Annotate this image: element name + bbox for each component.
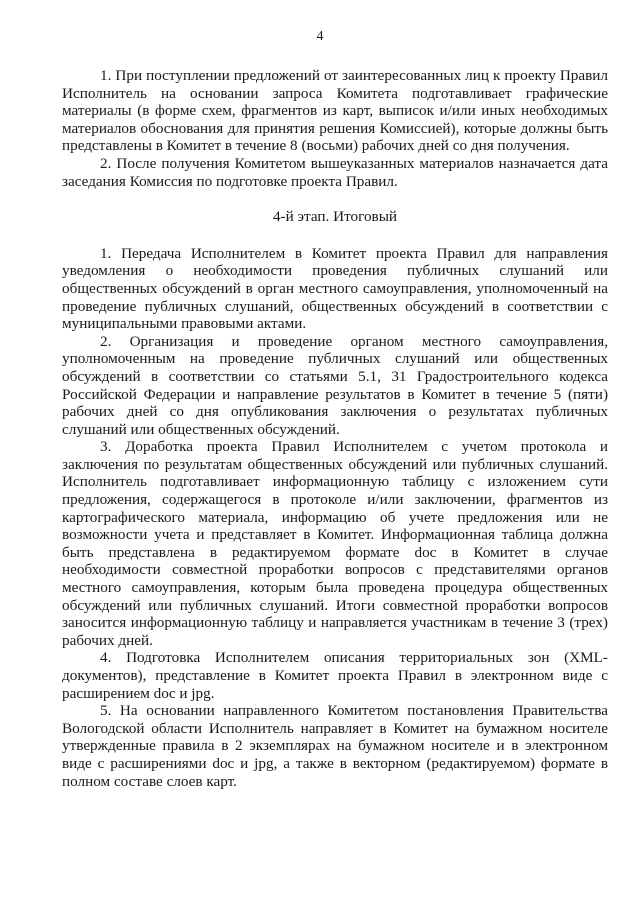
page-number: 4: [316, 29, 324, 44]
stage4-paragraph-2: 2. Организация и проведение органом местного самоуправления, уполномоченным на проведение публичных слушаний или общественных обсуждений в соответствии со статьями 5.1, 31 Градостроительного кодекса Российской Федерации и направление результатов в Комитет в течение 5 (пяти) рабочих дней со дня опубликования заключения о результатах публичных слушаний или общественных обсуждений.: [62, 332, 608, 438]
stage4-paragraph-5: 5. На основании направленного Комитетом постановления Правительства Вологодской области Исполнитель направляет в Комитет на бумажном носителе утвержденные правила в 2 экземплярах на бумажном носителе и в электронном виде с расширениями doc и jpg, а также в векторном (редактируемом) формате в полном составе слоев карт.: [62, 702, 608, 790]
document-body: [62, 67, 608, 790]
paragraph-2: 2. После получения Комитетом вышеуказанных материалов назначается дата заседания Комиссия по подготовке проекта Правил.: [62, 154, 608, 190]
stage4-paragraph-1: 1. Передача Исполнителем в Комитет проекта Правил для направления уведомления о необходимости проведения публичных слушаний или общественных обсуждений в орган местного самоуправления, уполномоченный на проведение публичных слушаний, общественных обсуждений в соответствии с муниципальными правовыми актами.: [62, 244, 608, 333]
stage4-paragraph-3: 3. Доработка проекта Правил Исполнителем с учетом протокола и заключения по результатам общественных обсуждений или публичных слушаний. Исполнитель подготавливает информационную таблицу с изложением сути предложения, содержащегося в протоколе и/или заключении, фрагментов из картографического материала, информацию об учете предложения или не возможности учета и представляет в Комитет. Информационная таблица должна быть представлена в редактируемом формате doc в Комитет в случае необходимости совместной проработки вопросов с представителями органов местного самоуправления, которым была проведена процедура общественных обсуждений или публичных слушаний. Итоги совместной проработки вопросов заносится информационную таблицу и направляется участникам в течение 3 (трех) рабочих дней.: [62, 438, 608, 649]
paragraph-1: 1. При поступлении предложений от заинтересованных лиц к проекту Правил Исполнитель на основании запроса Комитета подготавливает графические материалы (в форме схем, фрагментов из карт, выписок и/или иных необходимых материалов обоснования для принятия решения Комиссией), которые должны быть представлены в Комитет в течение 8 (восьми) рабочих дней со дня получения.: [62, 67, 608, 155]
stage4-paragraph-4: 4. Подготовка Исполнителем описания территориальных зон (XML-документов), представление в Комитет проекта Правил в электронном виде с расширением doc и jpg.: [62, 649, 608, 702]
section-title: 4-й этап. Итоговый: [272, 208, 398, 226]
